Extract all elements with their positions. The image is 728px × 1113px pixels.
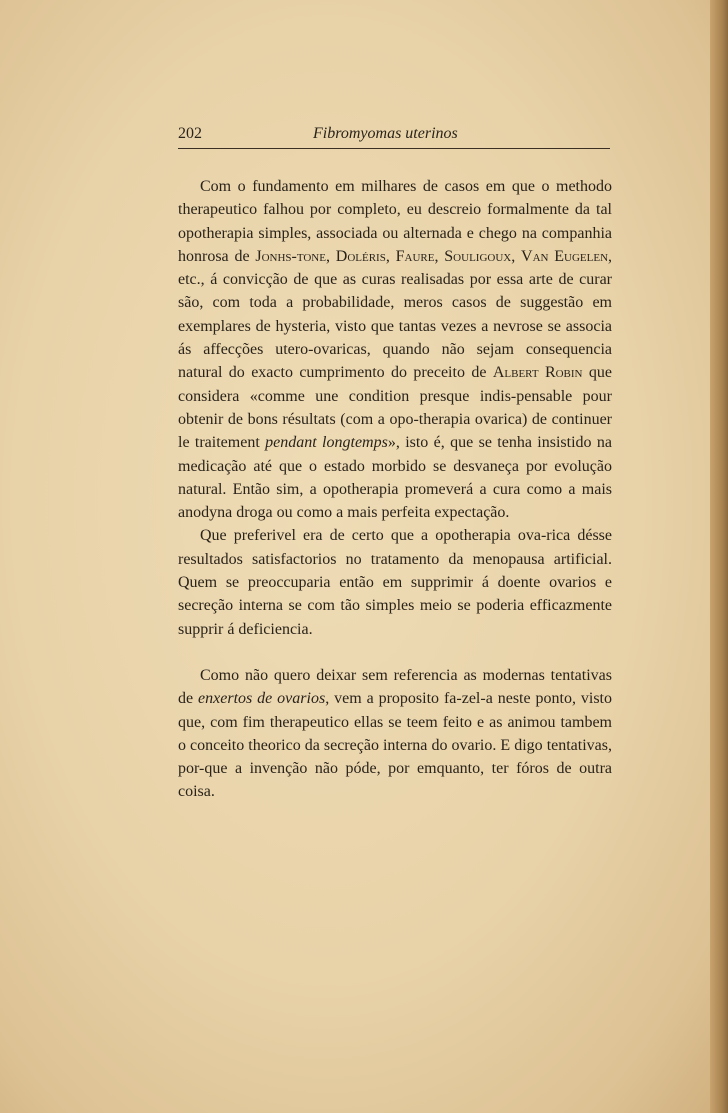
author-name-jonhstone: Jonhs-tone: [255, 247, 326, 265]
p1-text-7: que considera «comme une condition presque indis-pensable pour obtenir de bons résultats (com a opo-therapia ovarica) de continuer le traitement: [178, 364, 613, 452]
p1-text-5: ,: [511, 247, 522, 265]
author-name-faure: Faure: [395, 247, 435, 265]
text-block: [178, 175, 612, 804]
p1-text-1: Com o fundamento em milhares de casos em que o methodo therapeutico falhou por completo, eu descreio formalmente da tal opotherapia simples, associada ou alternada e chego na companhia honrosa de: [178, 178, 612, 265]
paragraph-2: [178, 524, 612, 640]
p1-text-4: ,: [434, 247, 445, 265]
paragraph-3: [178, 664, 612, 804]
italic-enxertos-de-ovarios: enxertos de ovarios: [198, 690, 326, 708]
p1-text-3: ,: [385, 247, 396, 265]
author-name-albert-robin: Albert Robin: [492, 364, 583, 382]
page-edge: [710, 0, 728, 1113]
p3-text-1: Como não quero deixar sem referencia as modernas tentativas de: [178, 666, 612, 708]
p3-text-2: , vem a proposito fa-zel-a neste ponto, visto que, com fim therapeutico ellas se teem feito e as animou tambem o conceito theorico da secreção interna do ovario. E digo tentativas, por-que a invenção não póde, por emquanto, ter fóros de outra coisa.: [178, 690, 612, 801]
author-name-van-eugelen: Van Eugelen: [521, 247, 609, 265]
paragraph-1: [178, 175, 612, 524]
p2-text: Que preferivel era de certo que a opotherapia ova-rica désse resultados satisfactorios no tratamento da menopausa artificial. Quem se preoccuparia então em supprimir á doente ovarios e secreção interna se com tão simples meio se poderia efficazmente supprir á deficiencia.: [178, 527, 612, 638]
p1-text-2: ,: [325, 247, 336, 265]
running-title: Fibromyomas uterinos: [313, 125, 458, 142]
p1-text-8: », isto é, que se tenha insistido na medicação até que o estado morbido se desvaneça por evolução natural. Então sim, a opotherapia promeverá a cura como a mais anodyna droga ou como a mais perfeita expectação.: [178, 434, 612, 522]
p1-text-6: , etc., á convicção de que as curas realisadas por essa arte de curar são, com toda a probabilidade, meros casos de suggestão em exemplares de hysteria, visto que tantas vezes a nevrose se associa ás affecções utero-ovaricas, quando não sejam consequencia natural do exacto cumprimento do preceito de: [178, 247, 613, 382]
italic-pendant-longtemps: pendant longtemps: [265, 434, 388, 452]
running-head: [178, 124, 610, 149]
author-name-doleris: Doléris: [335, 247, 386, 265]
page-number: 202: [178, 125, 202, 142]
author-name-souligoux: Souligoux: [444, 247, 512, 265]
